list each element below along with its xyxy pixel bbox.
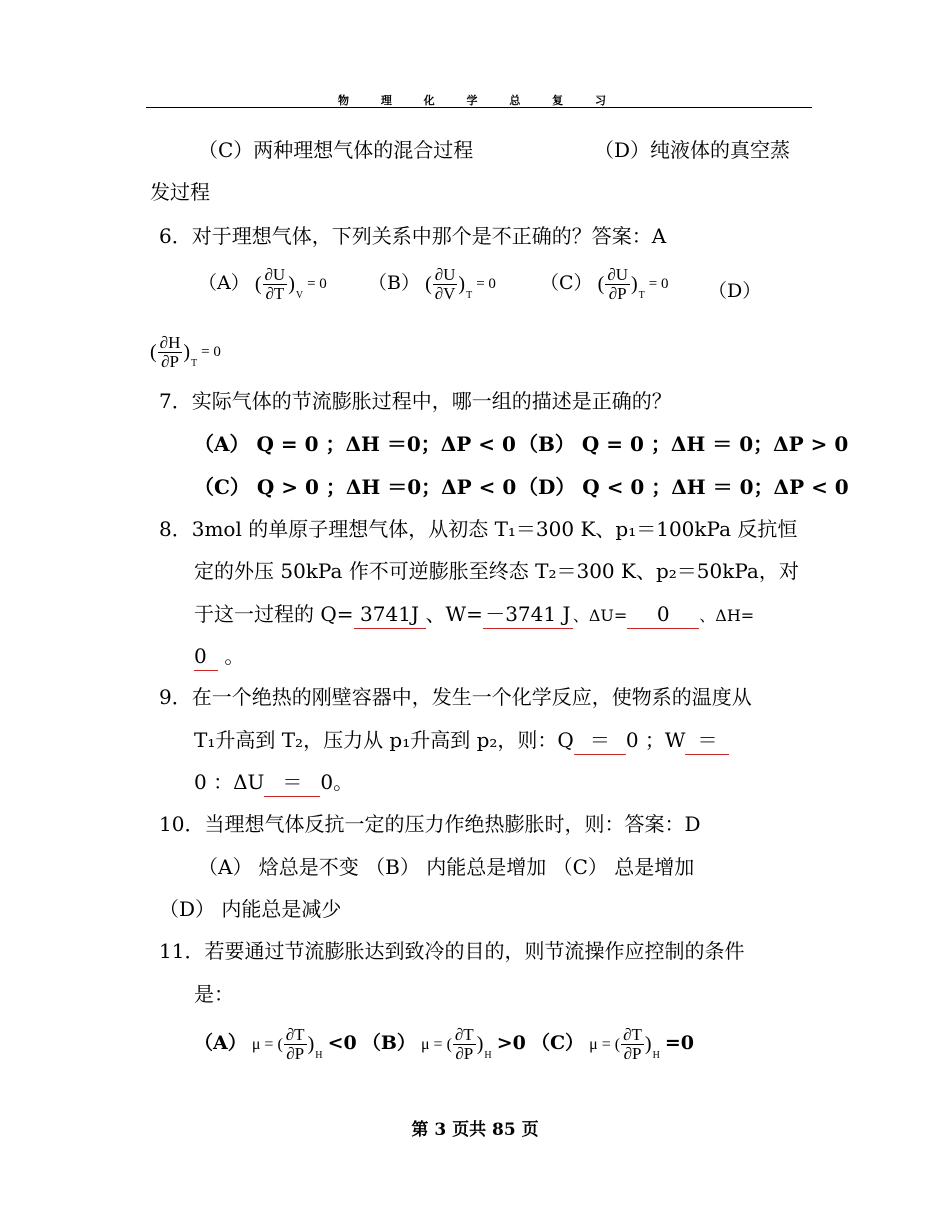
q6-formula-c: ( $\frac{\partial U}{\partial P}$ ) T = 0 — [597, 265, 669, 303]
q11-fa-den: ∂P — [286, 1044, 305, 1063]
q6-fc-sub: T — [638, 290, 645, 301]
page-footer: 第 3 页共 85 页 — [411, 1120, 539, 1140]
q6-fa-eq: = 0 — [307, 276, 327, 292]
page-header-title: 物 理 化 学 总 复 习 — [338, 94, 620, 107]
q6-formula-b: ( $\frac{\partial U}{\partial V}$ ) T = 0 — [425, 265, 496, 303]
q11-result-a: <0 — [327, 1032, 357, 1054]
q11-fa-sub: H — [315, 1050, 323, 1061]
q9-q-answer: ＝ — [574, 726, 626, 755]
q11-option-a-label: （A） — [194, 1032, 247, 1054]
q11-result-b: >0 — [496, 1032, 526, 1054]
q11-fb-sub: H — [484, 1050, 492, 1061]
q11-fa-num: ∂T — [285, 1025, 305, 1044]
q8-q-answer: 3741J — [354, 600, 426, 629]
q6-fc-eq: = 0 — [648, 276, 669, 292]
q6-fa-sub: V — [295, 290, 304, 301]
q8-q-prefix: 于这一过程的 Q= — [194, 602, 354, 626]
q10-options: （A） 焓总是不变 （B） 内能总是增加 （C） 总是增加 — [198, 855, 695, 879]
q6-fd-eq: = 0 — [201, 344, 221, 360]
q6-option-b-label: （B） — [368, 272, 420, 294]
q6-fb-den: ∂V — [434, 284, 456, 303]
q9-line-2 — [194, 726, 729, 755]
q6-fd-sub: T — [191, 358, 198, 369]
q6-fc-den: ∂P — [608, 284, 627, 303]
q6-stem: 6．对于理想气体，下列关系中那个是不正确的？答案：A — [159, 224, 667, 248]
q11-formula-b: μ = ( $\frac{\partial T}{\partial P}$ ) H — [420, 1025, 492, 1063]
q6-fb-num: ∂U — [434, 265, 456, 284]
q6-fa-den: ∂T — [265, 284, 285, 303]
q6-option-a — [198, 266, 327, 303]
q5-continuation: 发过程 — [150, 180, 210, 204]
q11-formula-c: μ = ( $\frac{\partial T}{\partial P}$ ) H — [589, 1025, 660, 1063]
q8-w-answer: －3741 J — [483, 600, 573, 629]
q7-stem: 7．实际气体的节流膨胀过程中，哪一组的描述是正确的？ — [159, 389, 672, 413]
q10-option-d: （D） 内能总是减少 — [159, 897, 342, 921]
q6-fc-num: ∂U — [607, 265, 628, 284]
q6-fb-sub: T — [466, 290, 473, 301]
q11-mu-b: μ = ( — [420, 1035, 452, 1053]
q8-line-3 — [194, 600, 754, 630]
q8-du-prefix: 、ΔU= — [572, 606, 628, 625]
header-divider — [146, 107, 812, 108]
q10-stem: 10．当理想气体反抗一定的压力作绝热膨胀时，则：答案：D — [159, 812, 701, 836]
q11-mu-a: μ = ( — [251, 1035, 283, 1053]
q6-option-a-label: （A） — [198, 272, 250, 294]
q5-option-d: （D）纯液体的真空蒸 — [594, 138, 791, 162]
q9-w-answer: ＝ — [685, 726, 729, 755]
q7-option-c: （C） Q > 0 ；ΔH ＝0；ΔP < 0 — [194, 475, 517, 499]
q8-w-prefix: 、W= — [425, 602, 483, 626]
q9-end: 0。 — [320, 770, 354, 794]
q11-option-b-label: （B） — [361, 1032, 416, 1054]
q6-option-c — [540, 266, 669, 303]
q6-formula-a: ( $\frac{\partial U}{\partial T}$ ) V = 0 — [254, 265, 327, 303]
q11-formula-a: μ = ( $\frac{\partial T}{\partial P}$ ) H — [251, 1025, 323, 1063]
q8-line-2: 定的外压 50kPa 作不可逆膨胀至终态 T₂＝300 K、p₂＝50kPa，对 — [194, 559, 799, 583]
q11-line-2: 是： — [194, 982, 234, 1006]
q7-option-d: （D） Q < 0 ；ΔH ＝ 0；ΔP < 0 — [518, 475, 849, 499]
q11-fb-den: ∂P — [455, 1044, 474, 1063]
q6-formula-d: ( $\frac{\partial H}{\partial P}$ ) T = 0 — [150, 333, 221, 371]
q7-option-a: （A） Q = 0 ；ΔH ＝0；ΔP < 0 — [194, 432, 516, 456]
q6-option-c-label: （C） — [540, 272, 593, 294]
q9-du-prefix: 0 ：ΔU — [194, 770, 265, 794]
q11-line-1: 11．若要通过节流膨胀达到致冷的目的，则节流操作应控制的条件 — [159, 939, 745, 963]
q11-fc-sub: H — [652, 1050, 660, 1061]
q8-end: 。 — [224, 644, 245, 668]
q11-options — [194, 1026, 694, 1063]
q8-dh-prefix: 、ΔH= — [699, 606, 755, 625]
q11-option-c-label: （C） — [530, 1032, 585, 1054]
q6-option-b — [368, 266, 496, 303]
q8-line-4 — [194, 642, 244, 671]
q9-line-1: 9．在一个绝热的刚壁容器中，发生一个化学反应，使物系的温度从 — [159, 685, 752, 709]
q6-option-d-label: （D） — [708, 280, 762, 302]
q9-line-3 — [194, 768, 353, 797]
q11-mu-c: μ = ( — [589, 1035, 621, 1053]
q7-option-b: （B） Q = 0 ；ΔH ＝ 0；ΔP > 0 — [518, 432, 849, 456]
q8-du-answer: 0 — [627, 600, 699, 629]
q8-dh-answer: 0 — [194, 642, 218, 671]
q9-du-answer: ＝ — [264, 768, 320, 797]
q11-fc-den: ∂P — [623, 1044, 642, 1063]
q6-fd-num: ∂H — [159, 333, 181, 352]
q11-result-c: =0 — [664, 1032, 695, 1054]
q6-fb-eq: = 0 — [476, 276, 496, 292]
q8-line-1: 8．3mol 的单原子理想气体，从初态 T₁＝300 K、p₁＝100kPa 反抗恒 — [159, 517, 798, 541]
q6-option-d — [150, 334, 221, 371]
q9-q-prefix: T₁升高到 T₂，压力从 p₁升高到 p₂，则：Q — [194, 728, 574, 752]
q9-w-prefix: 0 ；W — [625, 728, 686, 752]
q6-fd-den: ∂P — [161, 352, 179, 371]
q11-fc-num: ∂T — [623, 1025, 642, 1044]
q6-fa-num: ∂U — [264, 265, 286, 284]
q5-option-c: （C）两种理想气体的混合过程 — [198, 138, 474, 162]
q11-fb-num: ∂T — [454, 1025, 474, 1044]
